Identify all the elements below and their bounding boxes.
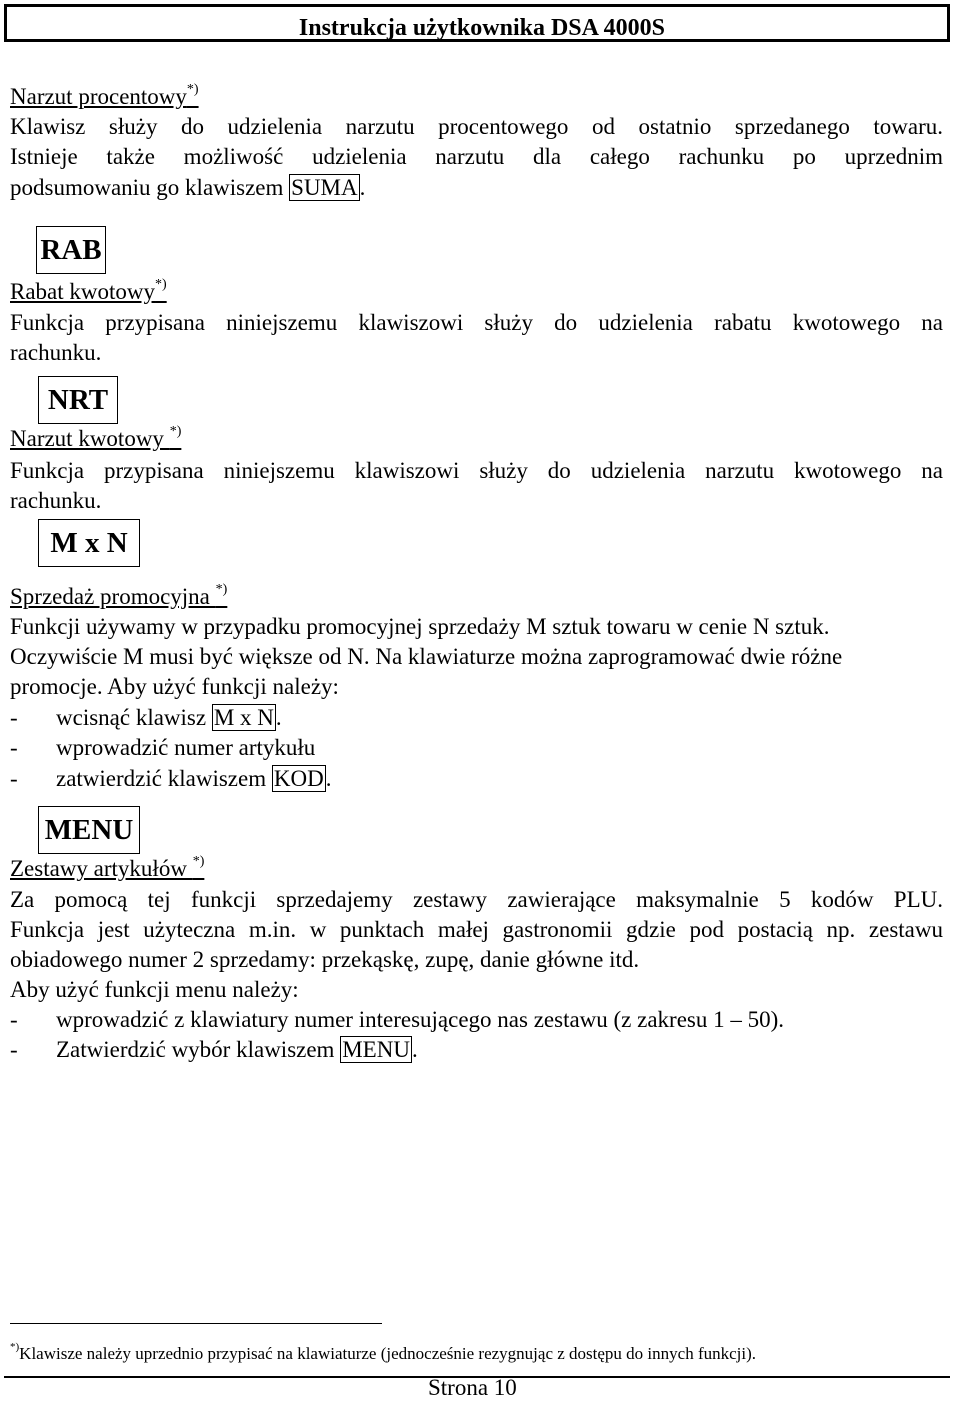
- section-heading-rab: Rabat kwotowy*): [10, 277, 167, 304]
- footnote-ref: *): [186, 82, 199, 98]
- footnote: [10, 1341, 756, 1367]
- footnote-ref: *): [155, 277, 167, 293]
- paragraph-line: Aby użyć funkcji menu należy:: [10, 977, 299, 1002]
- paragraph-line: Funkcja przypisana niniejszemu klawiszowi służy do udzielenia narzutu kwotowego na: [10, 458, 943, 483]
- key-mxn: M x N: [38, 519, 140, 567]
- footnote-ref: *): [215, 582, 228, 598]
- paragraph-line: obiadowego numer 2 sprzedamy: przekąskę, zupę, danie główne itd.: [10, 947, 640, 972]
- footnote-separator: [10, 1323, 382, 1324]
- list-item: - wprowadzić z klawiatury numer interesującego nas zestawu (z zakresu 1 – 50).: [10, 1007, 785, 1032]
- paragraph-line: Za pomocą tej funkcji sprzedajemy zestawy zawierające maksymalnie 5 kodów PLU.: [10, 887, 943, 912]
- list-item: - Zatwierdzić wybór klawiszem MENU.: [10, 1037, 418, 1062]
- key-label-suma: SUMA: [291, 175, 358, 200]
- paragraph-line: promocje. Aby użyć funkcji należy:: [10, 674, 339, 699]
- paragraph-line: Oczywiście M musi być większe od N. Na klawiaturze można zaprogramować dwie różne: [10, 644, 843, 669]
- footnote-marker: *): [10, 1341, 20, 1354]
- list-item: - zatwierdzić klawiszem KOD.: [10, 766, 332, 791]
- section-heading-menu: Zestawy artykułów *): [10, 854, 205, 881]
- document-title: Instrukcja użytkownika DSA 4000S: [298, 15, 665, 41]
- key-label-kod: KOD: [273, 766, 324, 791]
- footnote-text: Klawisze należy uprzednio przypisać na klawiaturze (jednocześnie rezygnując z dostępu do innych funkcji).: [19, 1344, 757, 1363]
- page-number: Strona 10: [428, 1375, 517, 1400]
- key-nrt: NRT: [38, 376, 118, 424]
- paragraph-line: rachunku.: [10, 340, 102, 365]
- paragraph-line: Funkcja przypisana niniejszemu klawiszowi służy do udzielenia rabatu kwotowego na: [10, 310, 943, 335]
- paragraph-line: Klawisz służy do udzielenia narzutu procentowego od ostatnio sprzedanego towaru.: [10, 114, 943, 139]
- key-menu: MENU: [38, 806, 140, 854]
- footnote-ref: *): [192, 854, 205, 870]
- section-heading-mxn: Sprzedaż promocyjna *): [10, 582, 228, 609]
- footnote-ref: *): [169, 424, 182, 440]
- paragraph-line: Funkcji używamy w przypadku promocyjnej sprzedaży M sztuk towaru w cenie N sztuk.: [10, 614, 830, 639]
- page-header-box: [4, 4, 950, 42]
- paragraph-line: Funkcja jest użyteczna m.in. w punktach małej gastronomii gdzie pod postacią np. zestawu: [10, 917, 943, 942]
- key-label-mxn: M x N: [213, 705, 274, 730]
- paragraph-line: rachunku.: [10, 488, 102, 513]
- key-rab: RAB: [36, 226, 106, 274]
- section-heading-percent-markup: Narzut procentowy*): [10, 82, 199, 109]
- list-item: - wprowadzić numer artykułu: [10, 735, 316, 760]
- section-heading-nrt: Narzut kwotowy *): [10, 424, 182, 451]
- key-label-menu: MENU: [342, 1037, 410, 1062]
- paragraph-line: Istnieje także możliwość udzielenia narzutu dla całego rachunku po uprzednim: [10, 144, 943, 169]
- paragraph-line: podsumowaniu go klawiszem SUMA.: [10, 175, 366, 200]
- list-item: - wcisnąć klawisz M x N.: [10, 705, 282, 730]
